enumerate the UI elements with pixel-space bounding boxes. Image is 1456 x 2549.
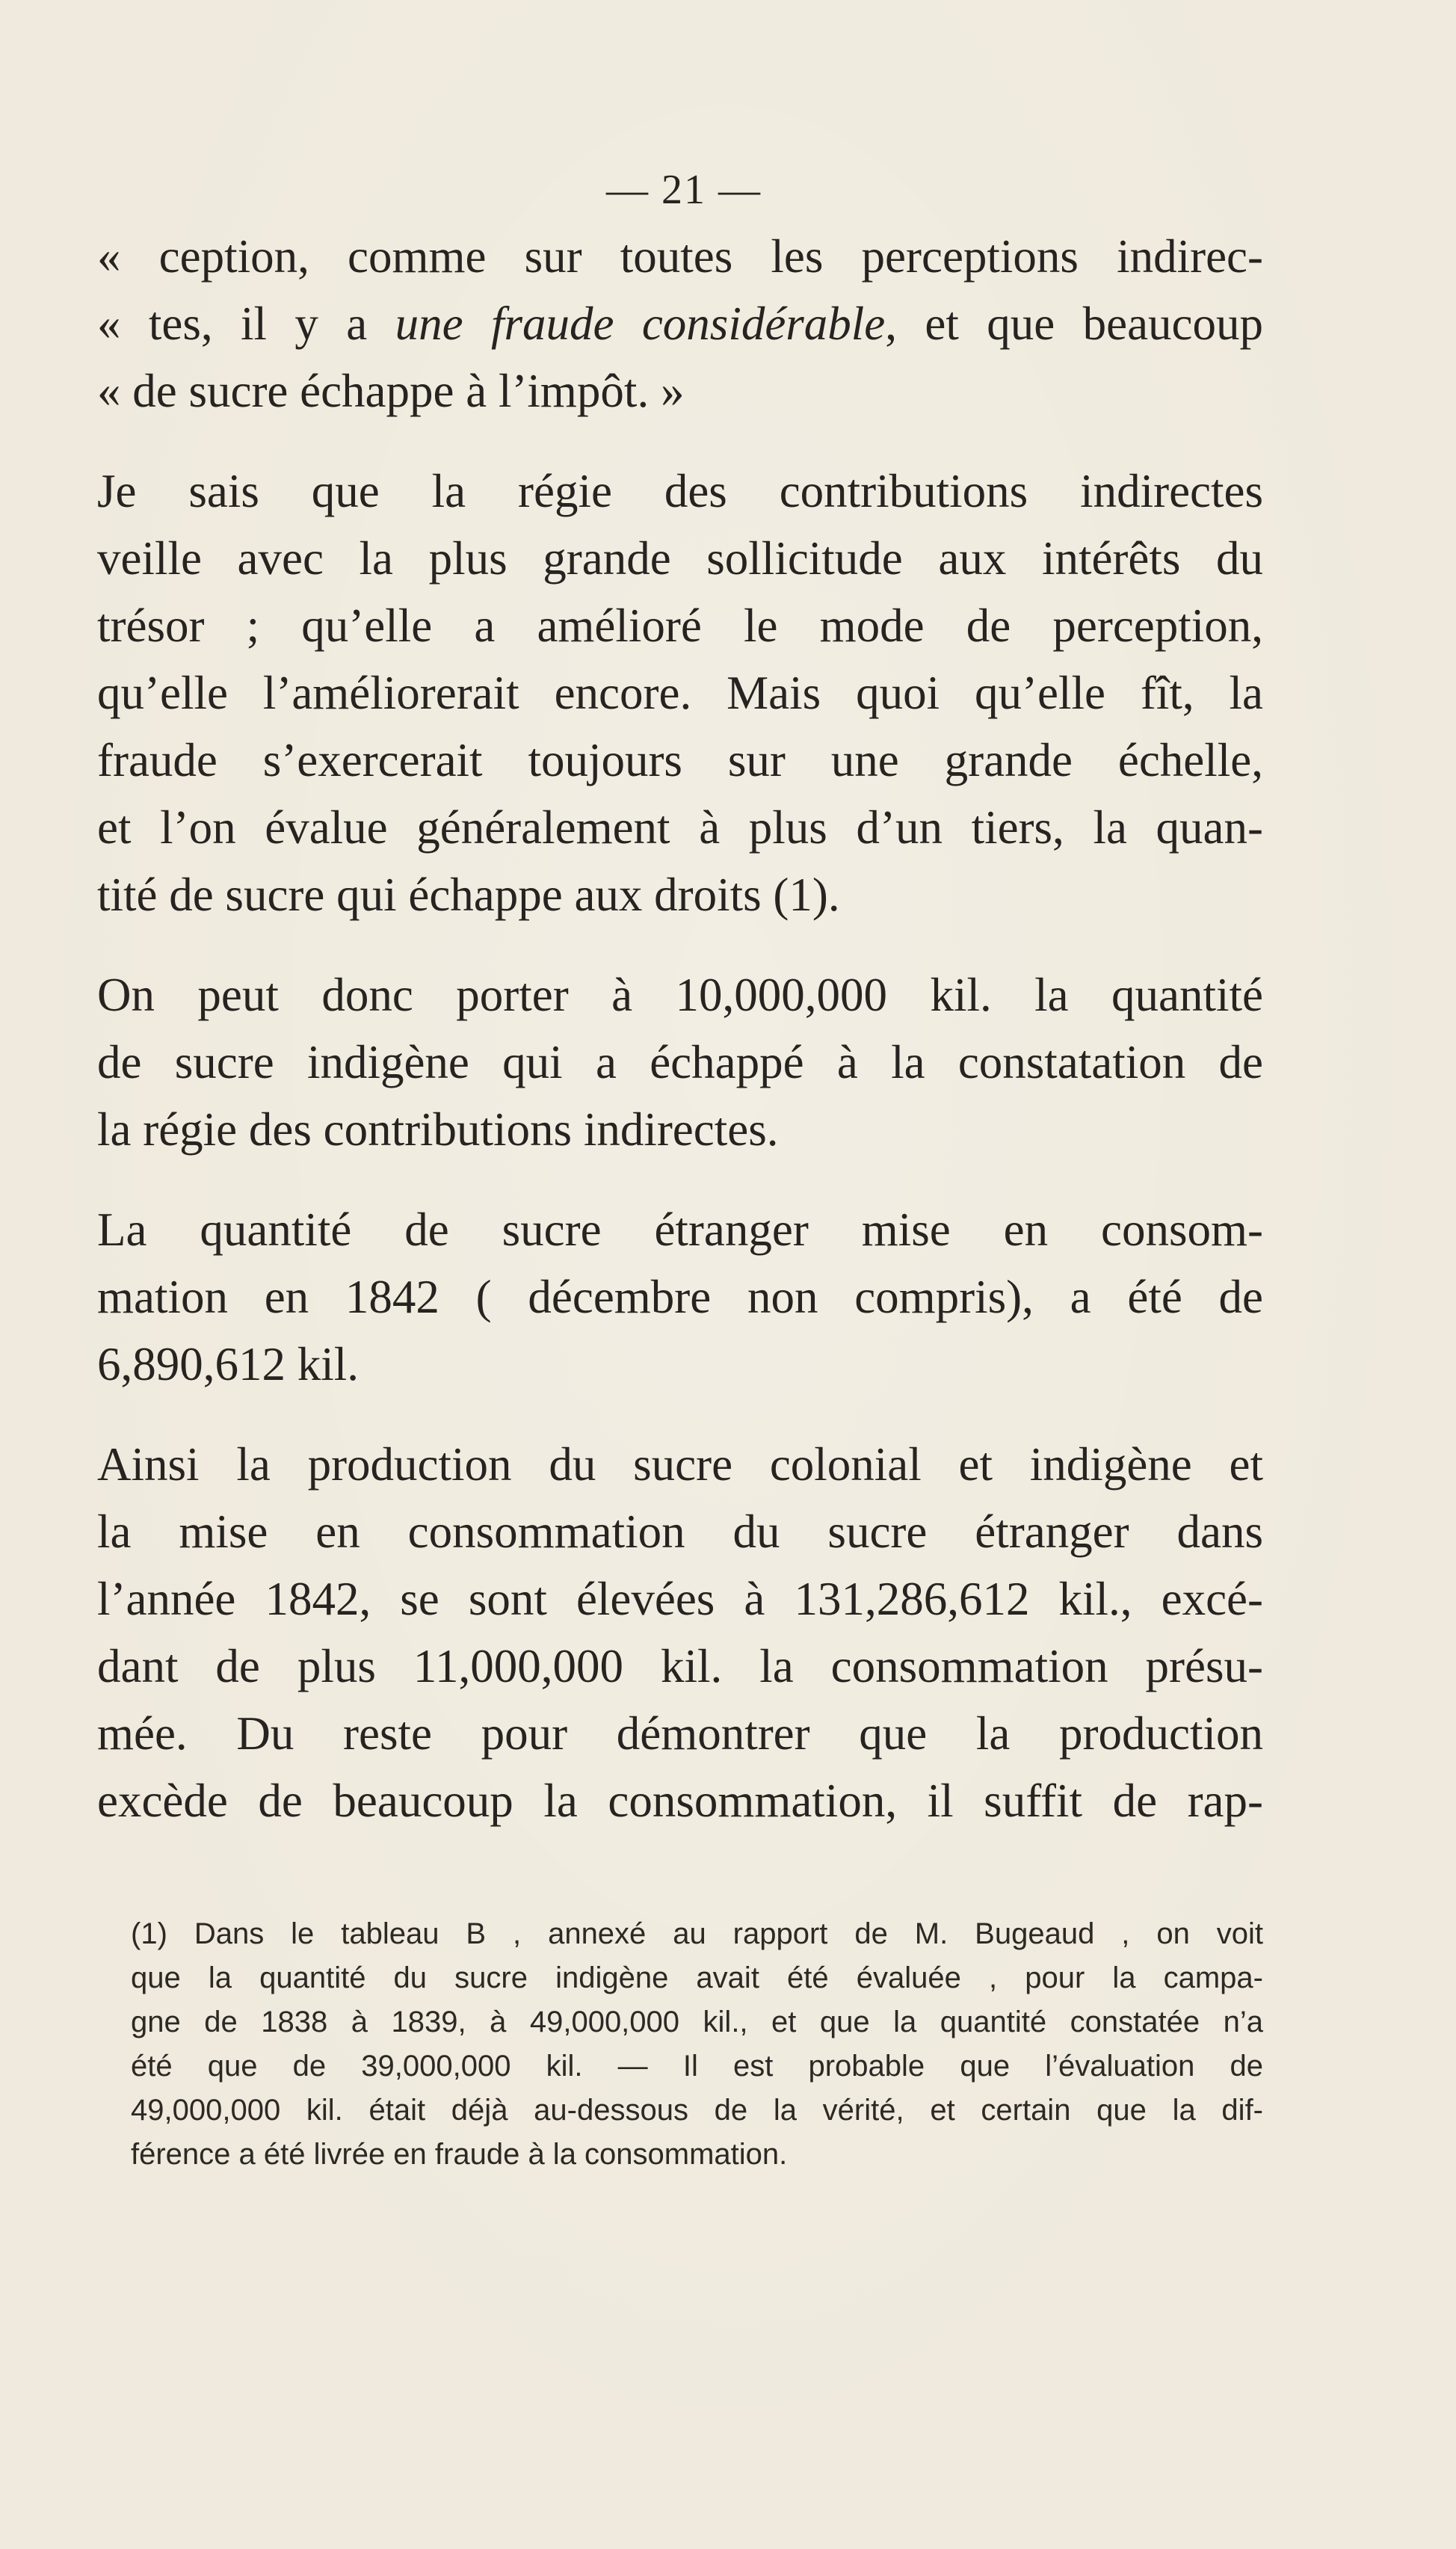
text-line: 6,890,612 kil. [97,1338,360,1390]
paragraph-quote-continuation [97,223,1263,425]
text-line: qu’elle l’améliorerait encore. Mais quoi qu’elle fît, la [97,667,1263,719]
text-line: de sucre indigène qui a échappé à la constatation de [97,1036,1263,1088]
footnote [131,1912,1263,2177]
text-line-end: , et que beaucoup [885,298,1263,350]
text-line [97,290,1263,357]
text-line: fraude s’exercerait toujours sur une grande échelle, [97,734,1263,786]
paragraph-foreign-sugar [97,1196,1263,1398]
text-line: trésor ; qu’elle a amélioré le mode de perception, [97,600,1263,652]
text-line: la régie des contributions indirectes. [97,1103,779,1156]
text-line: la mise en consommation du sucre étranger dans [97,1505,1263,1558]
footnote-line: été que de 39,000,000 kil. — Il est probable que l’évaluation de [131,2050,1263,2083]
text-line: excède de beaucoup la consommation, il suffit de rap- [97,1775,1263,1827]
text-line: et l’on évalue généralement à plus d’un tiers, la quan- [97,801,1263,854]
text-line: Je sais que la régie des contributions indirectes [97,465,1263,517]
paragraph-estimate [97,961,1263,1163]
footnote-line: férence a été livrée en fraude à la consommation. [131,2138,788,2171]
footnote-line: gne de 1838 à 1839, à 49,000,000 kil., et que la quantité constatée n’a [131,2006,1263,2038]
footnote-line: (1) Dans le tableau B , annexé au rapport de M. Bugeaud , on voit [131,1917,1263,1950]
text-line: veille avec la plus grande sollicitude aux intérêts du [97,532,1263,585]
paragraph-production [97,1431,1263,1834]
text-line: La quantité de sucre étranger mise en consom- [97,1203,1263,1256]
text-line: « de sucre échappe à l’impôt. » [97,365,685,417]
text-line: On peut donc porter à 10,000,000 kil. la quantité [97,969,1263,1021]
paragraph-regie [97,457,1263,928]
text-line-start: « tes, il y a [97,298,395,350]
text-line: « ception, comme sur toutes les perceptions indirec- [97,230,1263,283]
italic-emphasis: une fraude considérable [395,298,886,350]
main-text [97,223,1263,1834]
text-line: mation en 1842 ( décembre non compris), a été de [97,1271,1263,1323]
footnote-line: 49,000,000 kil. était déjà au-dessous de la vérité, et certain que la dif- [131,2094,1263,2127]
footnote-line: que la quantité du sucre indigène avait été évaluée , pour la campa- [131,1961,1263,1994]
page-number: — 21 — [606,167,762,213]
text-line: Ainsi la production du sucre colonial et indigène et [97,1438,1263,1491]
text-line: mée. Du reste pour démontrer que la production [97,1707,1263,1760]
text-line: tité de sucre qui échappe aux droits (1). [97,869,840,921]
text-line: dant de plus 11,000,000 kil. la consommation présu- [97,1640,1263,1692]
text-line: l’année 1842, se sont élevées à 131,286,612 kil., excé- [97,1573,1263,1625]
